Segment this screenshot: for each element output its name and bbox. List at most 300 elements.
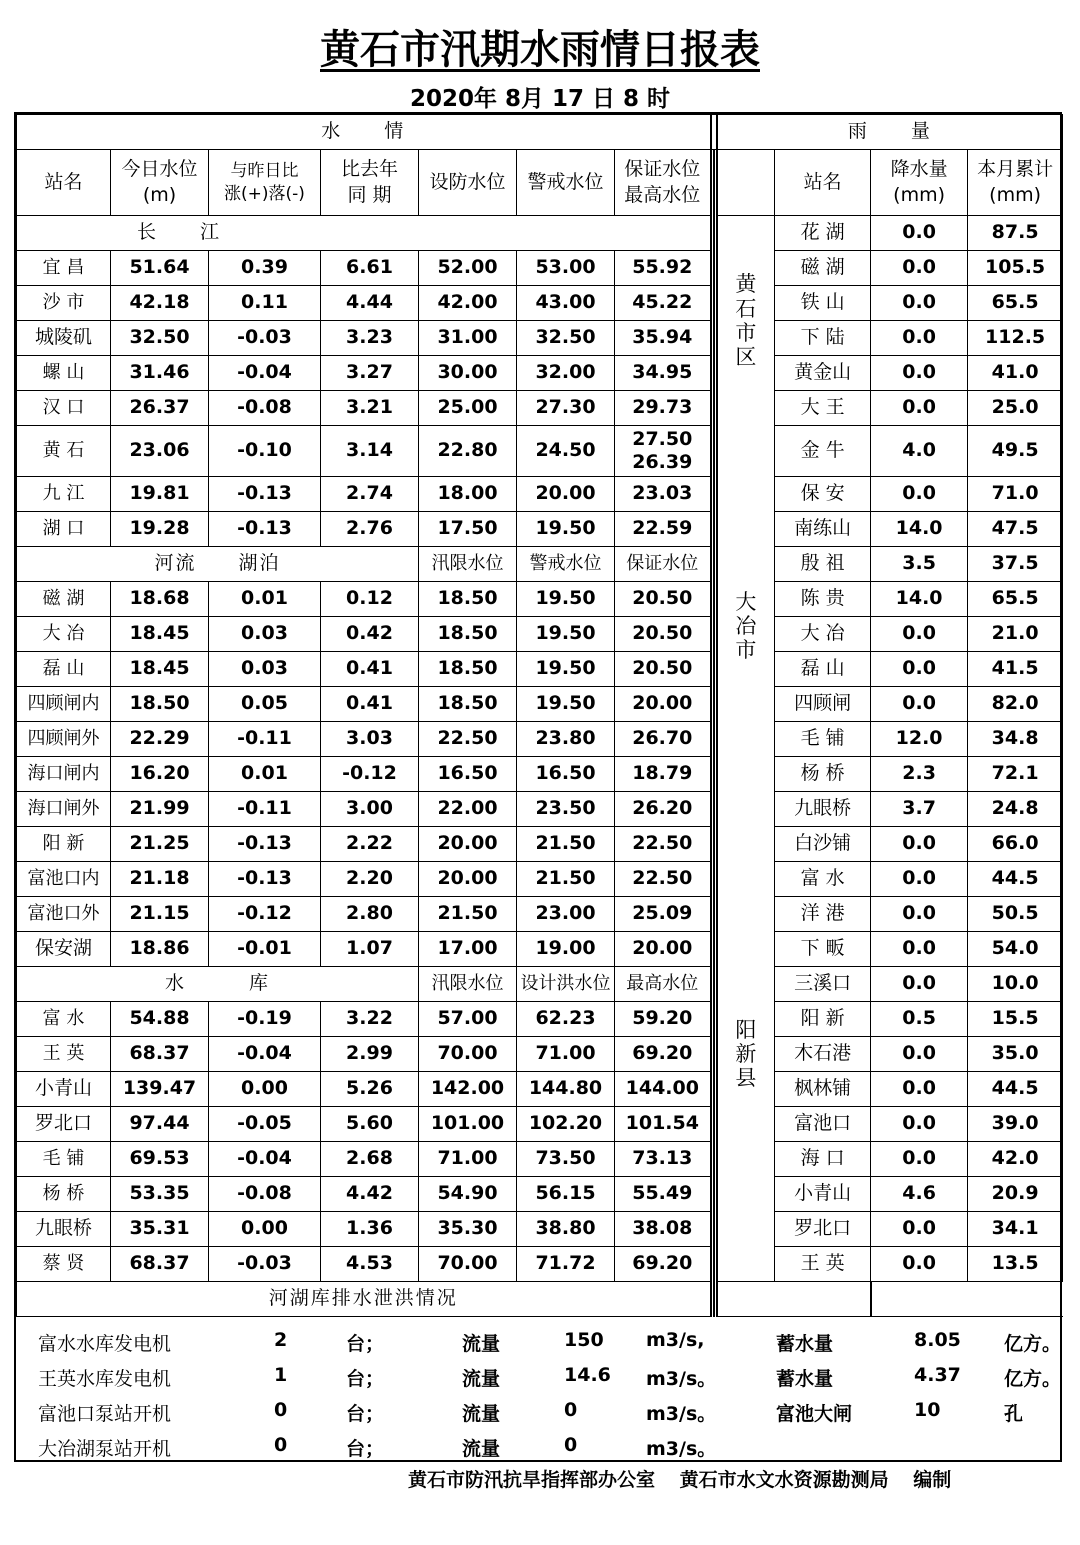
vs-last-year: 2.76 bbox=[321, 512, 419, 547]
discharge-flow-value: 150 bbox=[564, 1329, 604, 1351]
discharge-flow-value: 0 bbox=[564, 1399, 578, 1421]
discharge-unit-count: 0 bbox=[274, 1434, 288, 1456]
discharge-band-row bbox=[17, 1282, 1063, 1317]
rain-station-name: 九眼桥 bbox=[775, 792, 871, 827]
discharge-storage-value: 8.05 bbox=[914, 1329, 961, 1351]
water-station-name: 蔡 贤 bbox=[17, 1247, 111, 1282]
station-header: 站名 bbox=[17, 150, 111, 216]
vs-yesterday: 0.05 bbox=[209, 687, 321, 722]
precipitation: 0.0 bbox=[871, 827, 968, 862]
month-total: 42.0 bbox=[968, 1142, 1063, 1177]
defense-level-header: 设防水位 bbox=[419, 150, 517, 216]
reservoirs-band-col-2: 最高水位 bbox=[615, 967, 711, 1002]
today-level: 18.45 bbox=[111, 652, 209, 687]
water-row bbox=[17, 862, 1063, 897]
water-station-name: 沙 市 bbox=[17, 286, 111, 321]
water-row bbox=[17, 897, 1063, 932]
water-row bbox=[17, 687, 1063, 722]
discharge-flow-unit: m3/s。 bbox=[646, 1403, 717, 1425]
guarantee-level: 22.50 bbox=[615, 827, 711, 862]
vs-last-year: 3.14 bbox=[321, 426, 419, 477]
water-row bbox=[17, 1212, 1063, 1247]
guarantee-level: 34.95 bbox=[615, 356, 711, 391]
warning-level: 56.15 bbox=[517, 1177, 615, 1212]
vs-yesterday: -0.13 bbox=[209, 862, 321, 897]
discharge-row bbox=[16, 1323, 1060, 1358]
defense-level: 20.00 bbox=[419, 862, 517, 897]
guarantee-level: 20.50 bbox=[615, 582, 711, 617]
reservoirs-band-col-0: 汛限水位 bbox=[419, 967, 517, 1002]
vs-yesterday: -0.19 bbox=[209, 1002, 321, 1037]
month-total-header bbox=[968, 150, 1063, 216]
guarantee-level: 26.20 bbox=[615, 792, 711, 827]
today-level: 22.29 bbox=[111, 722, 209, 757]
warning-level: 43.00 bbox=[517, 286, 615, 321]
warning-level: 19.50 bbox=[517, 652, 615, 687]
water-station-name: 磊 山 bbox=[17, 652, 111, 687]
rain-station-name: 三溪口 bbox=[775, 967, 871, 1002]
vs-last-year: 1.07 bbox=[321, 932, 419, 967]
highest-level-value: 26.39 bbox=[632, 451, 693, 473]
rain-station-name: 罗北口 bbox=[775, 1212, 871, 1247]
rain-station-name: 金 牛 bbox=[775, 426, 871, 477]
discharge-flow-unit: m3/s, bbox=[646, 1329, 705, 1351]
rain-station-name: 四顾闸 bbox=[775, 687, 871, 722]
vs-last-year: 0.41 bbox=[321, 687, 419, 722]
vs-last-year-sub: 同 期 bbox=[347, 183, 392, 206]
month-total-unit: (mm) bbox=[989, 183, 1042, 206]
water-row bbox=[17, 932, 1063, 967]
today-level: 19.28 bbox=[111, 512, 209, 547]
vs-yesterday: -0.08 bbox=[209, 391, 321, 426]
guarantee-level: 20.00 bbox=[615, 932, 711, 967]
water-row bbox=[17, 356, 1063, 391]
discharge-row bbox=[16, 1393, 1060, 1428]
region-name: 大冶市 bbox=[735, 589, 757, 663]
month-total: 50.5 bbox=[968, 897, 1063, 932]
vs-yesterday: -0.12 bbox=[209, 897, 321, 932]
defense-level: 18.50 bbox=[419, 617, 517, 652]
guarantee-level: 22.59 bbox=[615, 512, 711, 547]
discharge-header: 河湖库排水泄洪情况 bbox=[17, 1282, 711, 1317]
water-row bbox=[17, 1002, 1063, 1037]
today-level: 31.46 bbox=[111, 356, 209, 391]
warning-level: 19.50 bbox=[517, 512, 615, 547]
defense-level: 22.80 bbox=[419, 426, 517, 477]
discharge-flow-label: 流量 bbox=[462, 1403, 501, 1425]
guarantee-level: 22.50 bbox=[615, 862, 711, 897]
precipitation: 2.3 bbox=[871, 757, 968, 792]
vs-yesterday: 0.00 bbox=[209, 1072, 321, 1107]
precipitation: 3.5 bbox=[871, 547, 968, 582]
water-station-name: 小青山 bbox=[17, 1072, 111, 1107]
month-total: 44.5 bbox=[968, 1072, 1063, 1107]
warning-level: 21.50 bbox=[517, 827, 615, 862]
vs-yesterday: -0.04 bbox=[209, 356, 321, 391]
month-total: 66.0 bbox=[968, 827, 1063, 862]
rain-station-name: 杨 桥 bbox=[775, 757, 871, 792]
column-header-row bbox=[17, 150, 1063, 216]
discharge-unit: 台； bbox=[346, 1403, 385, 1425]
month-total: 54.0 bbox=[968, 932, 1063, 967]
today-level-header bbox=[111, 150, 209, 216]
water-row bbox=[17, 512, 1063, 547]
month-total: 24.8 bbox=[968, 792, 1063, 827]
month-total: 71.0 bbox=[968, 477, 1063, 512]
water-row bbox=[17, 251, 1063, 286]
month-total: 82.0 bbox=[968, 687, 1063, 722]
vs-last-year: 2.80 bbox=[321, 897, 419, 932]
rain-station-name: 富池口 bbox=[775, 1107, 871, 1142]
month-total: 25.0 bbox=[968, 391, 1063, 426]
precipitation: 0.0 bbox=[871, 1247, 968, 1282]
month-total: 72.1 bbox=[968, 757, 1063, 792]
water-row bbox=[17, 1177, 1063, 1212]
guarantee-level: 69.20 bbox=[615, 1037, 711, 1072]
discharge-flow-unit: m3/s。 bbox=[646, 1438, 717, 1460]
rain-station-name: 陈 贵 bbox=[775, 582, 871, 617]
rain-station-name: 黄金山 bbox=[775, 356, 871, 391]
warning-level: 27.30 bbox=[517, 391, 615, 426]
month-total: 41.5 bbox=[968, 652, 1063, 687]
section-header-row bbox=[17, 115, 1063, 150]
defense-level: 42.00 bbox=[419, 286, 517, 321]
region-name: 阳新县 bbox=[735, 1017, 757, 1090]
water-row bbox=[17, 1247, 1063, 1282]
discharge-storage-unit: 亿方。 bbox=[1004, 1333, 1062, 1355]
discharge-equipment: 富水水库发电机 bbox=[38, 1333, 172, 1355]
report-table-frame bbox=[14, 112, 1062, 1462]
precipitation: 0.0 bbox=[871, 687, 968, 722]
water-station-name: 阳 新 bbox=[17, 827, 111, 862]
report-title-text: 黄石市汛期水雨情日报表 bbox=[320, 27, 760, 73]
vs-last-year: 5.60 bbox=[321, 1107, 419, 1142]
today-level: 139.47 bbox=[111, 1072, 209, 1107]
today-level: 26.37 bbox=[111, 391, 209, 426]
month-total: 34.1 bbox=[968, 1212, 1063, 1247]
warning-level: 24.50 bbox=[517, 426, 615, 477]
vs-last-year: 3.03 bbox=[321, 722, 419, 757]
defense-level: 17.00 bbox=[419, 932, 517, 967]
defense-level: 31.00 bbox=[419, 321, 517, 356]
rain-station-name: 下 畈 bbox=[775, 932, 871, 967]
rain-station-name: 铁 山 bbox=[775, 286, 871, 321]
vs-yesterday: -0.11 bbox=[209, 792, 321, 827]
today-level: 21.15 bbox=[111, 897, 209, 932]
water-station-name: 毛 铺 bbox=[17, 1142, 111, 1177]
rain-station-name: 小青山 bbox=[775, 1177, 871, 1212]
today-level: 21.25 bbox=[111, 827, 209, 862]
precipitation: 0.0 bbox=[871, 1212, 968, 1247]
rain-station-name: 洋 港 bbox=[775, 897, 871, 932]
rain-station-name: 阳 新 bbox=[775, 1002, 871, 1037]
discharge-row bbox=[16, 1358, 1060, 1393]
month-total: 34.8 bbox=[968, 722, 1063, 757]
today-level: 68.37 bbox=[111, 1037, 209, 1072]
precipitation: 0.0 bbox=[871, 391, 968, 426]
warning-level: 53.00 bbox=[517, 251, 615, 286]
water-row bbox=[17, 1037, 1063, 1072]
defense-level: 18.50 bbox=[419, 652, 517, 687]
rain-station-name: 毛 铺 bbox=[775, 722, 871, 757]
rain-station-name: 大 王 bbox=[775, 391, 871, 426]
warning-level: 19.50 bbox=[517, 687, 615, 722]
precipitation: 14.0 bbox=[871, 582, 968, 617]
guarantee-level: 144.00 bbox=[615, 1072, 711, 1107]
water-row bbox=[17, 652, 1063, 687]
month-total: 44.5 bbox=[968, 862, 1063, 897]
water-row bbox=[17, 617, 1063, 652]
today-level: 53.35 bbox=[111, 1177, 209, 1212]
precipitation: 0.0 bbox=[871, 862, 968, 897]
vs-last-year: 4.44 bbox=[321, 286, 419, 321]
precipitation: 0.0 bbox=[871, 286, 968, 321]
defense-level: 18.50 bbox=[419, 687, 517, 722]
today-level-unit: (m) bbox=[142, 183, 177, 206]
today-level: 18.45 bbox=[111, 617, 209, 652]
today-level: 68.37 bbox=[111, 1247, 209, 1282]
discharge-unit-count: 1 bbox=[274, 1364, 288, 1386]
today-level: 97.44 bbox=[111, 1107, 209, 1142]
vs-yesterday: 0.00 bbox=[209, 1212, 321, 1247]
defense-level: 18.00 bbox=[419, 477, 517, 512]
divider-line bbox=[717, 1282, 871, 1317]
guarantee-level-header bbox=[615, 150, 711, 216]
defense-level: 70.00 bbox=[419, 1037, 517, 1072]
warning-level: 19.00 bbox=[517, 932, 615, 967]
water-row bbox=[17, 722, 1063, 757]
discharge-storage-label: 蓄水量 bbox=[776, 1333, 834, 1355]
discharge-unit: 台； bbox=[346, 1333, 385, 1355]
guarantee-level: 73.13 bbox=[615, 1142, 711, 1177]
today-level: 18.68 bbox=[111, 582, 209, 617]
water-station-name: 富 水 bbox=[17, 1002, 111, 1037]
water-row bbox=[17, 477, 1063, 512]
precipitation: 3.7 bbox=[871, 792, 968, 827]
footer-compiled: 编制 bbox=[913, 1469, 952, 1491]
warning-level: 102.20 bbox=[517, 1107, 615, 1142]
vs-yesterday: 0.03 bbox=[209, 652, 321, 687]
discharge-flow-value: 0 bbox=[564, 1434, 578, 1456]
vs-yesterday: -0.04 bbox=[209, 1142, 321, 1177]
discharge-unit-count: 0 bbox=[274, 1399, 288, 1421]
vs-last-year: 5.26 bbox=[321, 1072, 419, 1107]
vs-yesterday: 0.39 bbox=[209, 251, 321, 286]
vs-last-year: 0.41 bbox=[321, 652, 419, 687]
guarantee-level: 55.92 bbox=[615, 251, 711, 286]
defense-level: 54.90 bbox=[419, 1177, 517, 1212]
today-level: 23.06 bbox=[111, 426, 209, 477]
water-station-name: 四顾闸外 bbox=[17, 722, 111, 757]
month-total: 65.5 bbox=[968, 582, 1063, 617]
vs-yesterday: -0.11 bbox=[209, 722, 321, 757]
guarantee-level bbox=[615, 426, 711, 477]
today-level: 54.88 bbox=[111, 1002, 209, 1037]
precipitation: 14.0 bbox=[871, 512, 968, 547]
today-level: 18.50 bbox=[111, 687, 209, 722]
defense-level: 20.00 bbox=[419, 827, 517, 862]
precipitation: 12.0 bbox=[871, 722, 968, 757]
guarantee-level: 18.79 bbox=[615, 757, 711, 792]
warning-level: 32.00 bbox=[517, 356, 615, 391]
vs-yesterday: -0.10 bbox=[209, 426, 321, 477]
guarantee-level-label: 保证水位 bbox=[624, 157, 701, 180]
discharge-flow-unit: m3/s。 bbox=[646, 1368, 717, 1390]
rivers-lakes-band: 河流 湖泊 bbox=[17, 547, 419, 582]
discharge-flow-label: 流量 bbox=[462, 1333, 501, 1355]
reservoirs-band: 水 库 bbox=[17, 967, 419, 1002]
region-label bbox=[717, 827, 775, 1282]
region-header-blank bbox=[717, 150, 775, 216]
rivers-lakes-band-col-0: 汛限水位 bbox=[419, 547, 517, 582]
warning-level: 71.72 bbox=[517, 1247, 615, 1282]
today-level: 18.86 bbox=[111, 932, 209, 967]
footer-office: 黄石市防汛抗旱指挥部办公室 bbox=[408, 1469, 656, 1491]
rain-station-name: 木石港 bbox=[775, 1037, 871, 1072]
rain-station-name: 海 口 bbox=[775, 1142, 871, 1177]
water-station-name: 湖 口 bbox=[17, 512, 111, 547]
water-station-name: 九眼桥 bbox=[17, 1212, 111, 1247]
defense-level: 22.50 bbox=[419, 722, 517, 757]
rain-station-name: 大 冶 bbox=[775, 617, 871, 652]
today-level: 51.64 bbox=[111, 251, 209, 286]
discharge-unit: 台； bbox=[346, 1368, 385, 1390]
water-row bbox=[17, 792, 1063, 827]
month-total: 15.5 bbox=[968, 1002, 1063, 1037]
vs-last-year-header bbox=[321, 150, 419, 216]
vs-yesterday: -0.13 bbox=[209, 477, 321, 512]
guarantee-level-value: 27.50 bbox=[632, 428, 693, 451]
warning-level: 20.00 bbox=[517, 477, 615, 512]
discharge-storage-value: 10 bbox=[914, 1399, 941, 1421]
precipitation: 0.0 bbox=[871, 932, 968, 967]
rain-station-name: 花 湖 bbox=[775, 216, 871, 251]
month-total: 21.0 bbox=[968, 617, 1063, 652]
precipitation: 4.0 bbox=[871, 426, 968, 477]
rain-station-name: 白沙铺 bbox=[775, 827, 871, 862]
today-level: 19.81 bbox=[111, 477, 209, 512]
water-station-name: 大 冶 bbox=[17, 617, 111, 652]
month-total: 87.5 bbox=[968, 216, 1063, 251]
precipitation: 0.0 bbox=[871, 321, 968, 356]
hydrology-table bbox=[16, 114, 1063, 1317]
warning-level: 23.50 bbox=[517, 792, 615, 827]
discharge-flow-label: 流量 bbox=[462, 1368, 501, 1390]
rain-station-name: 下 陆 bbox=[775, 321, 871, 356]
vs-yesterday: -0.04 bbox=[209, 1037, 321, 1072]
precip-unit: (mm) bbox=[893, 183, 946, 206]
precipitation: 0.0 bbox=[871, 356, 968, 391]
discharge-equipment: 王英水库发电机 bbox=[38, 1368, 172, 1390]
vs-yesterday: -0.08 bbox=[209, 1177, 321, 1212]
water-row bbox=[17, 391, 1063, 426]
precipitation: 0.0 bbox=[871, 1037, 968, 1072]
vs-last-year: 1.36 bbox=[321, 1212, 419, 1247]
rain-station-name: 保 安 bbox=[775, 477, 871, 512]
yangtze-band: 长 江 bbox=[17, 216, 711, 251]
footer-bureau: 黄石市水文水资源勘测局 bbox=[679, 1469, 889, 1491]
warning-level: 23.80 bbox=[517, 722, 615, 757]
precipitation: 0.5 bbox=[871, 1002, 968, 1037]
guarantee-level: 55.49 bbox=[615, 1177, 711, 1212]
month-total: 20.9 bbox=[968, 1177, 1063, 1212]
vs-yesterday: -0.05 bbox=[209, 1107, 321, 1142]
discharge-storage-unit: 亿方。 bbox=[1004, 1368, 1062, 1390]
water-station-name: 汉 口 bbox=[17, 391, 111, 426]
today-level: 42.18 bbox=[111, 286, 209, 321]
warning-level-header: 警戒水位 bbox=[517, 150, 615, 216]
rain-station-name: 枫林铺 bbox=[775, 1072, 871, 1107]
today-level: 35.31 bbox=[111, 1212, 209, 1247]
precipitation: 0.0 bbox=[871, 1072, 968, 1107]
rainfall-header: 雨 量 bbox=[717, 115, 1063, 150]
vs-last-year: 2.74 bbox=[321, 477, 419, 512]
water-row bbox=[17, 757, 1063, 792]
discharge-flow-value: 14.6 bbox=[564, 1364, 611, 1386]
today-level-label: 今日水位 bbox=[121, 157, 198, 180]
water-row bbox=[17, 286, 1063, 321]
warning-level: 32.50 bbox=[517, 321, 615, 356]
discharge-storage-unit: 孔 bbox=[1004, 1403, 1024, 1425]
guarantee-level: 38.08 bbox=[615, 1212, 711, 1247]
rain-station-header: 站名 bbox=[775, 150, 871, 216]
vs-last-year: 3.23 bbox=[321, 321, 419, 356]
vs-yesterday: -0.13 bbox=[209, 512, 321, 547]
precipitation: 0.0 bbox=[871, 216, 968, 251]
month-total: 47.5 bbox=[968, 512, 1063, 547]
discharge-storage-label: 蓄水量 bbox=[776, 1368, 834, 1390]
warning-level: 19.50 bbox=[517, 582, 615, 617]
vs-yesterday: -0.13 bbox=[209, 827, 321, 862]
rain-station-name: 富 水 bbox=[775, 862, 871, 897]
water-station-name: 富池口外 bbox=[17, 897, 111, 932]
guarantee-level: 69.20 bbox=[615, 1247, 711, 1282]
guarantee-level: 20.50 bbox=[615, 617, 711, 652]
today-level: 16.20 bbox=[111, 757, 209, 792]
guarantee-level: 20.50 bbox=[615, 652, 711, 687]
precipitation: 0.0 bbox=[871, 1142, 968, 1177]
discharge-storage-label: 富池大闸 bbox=[776, 1403, 853, 1425]
guarantee-level: 35.94 bbox=[615, 321, 711, 356]
today-level: 21.18 bbox=[111, 862, 209, 897]
today-level: 32.50 bbox=[111, 321, 209, 356]
water-station-name: 磁 湖 bbox=[17, 582, 111, 617]
defense-level: 70.00 bbox=[419, 1247, 517, 1282]
precipitation: 0.0 bbox=[871, 251, 968, 286]
discharge-band-blank bbox=[871, 1282, 1063, 1317]
water-station-name: 黄 石 bbox=[17, 426, 111, 477]
warning-level: 71.00 bbox=[517, 1037, 615, 1072]
water-row bbox=[17, 1072, 1063, 1107]
discharge-storage-value: 4.37 bbox=[914, 1364, 961, 1386]
vs-last-year: 3.27 bbox=[321, 356, 419, 391]
today-level: 69.53 bbox=[111, 1142, 209, 1177]
rivers-lakes-band-col-2: 保证水位 bbox=[615, 547, 711, 582]
water-row bbox=[17, 426, 1063, 477]
vs-yesterday: -0.01 bbox=[209, 932, 321, 967]
rain-station-name: 磁 湖 bbox=[775, 251, 871, 286]
discharge-equipment: 富池口泵站开机 bbox=[38, 1403, 172, 1425]
defense-level: 21.50 bbox=[419, 897, 517, 932]
water-station-name: 螺 山 bbox=[17, 356, 111, 391]
water-station-name: 城陵矶 bbox=[17, 321, 111, 356]
water-station-name: 九 江 bbox=[17, 477, 111, 512]
section-band-row bbox=[17, 216, 1063, 251]
precipitation: 0.0 bbox=[871, 897, 968, 932]
defense-level: 22.00 bbox=[419, 792, 517, 827]
vs-last-year: 6.61 bbox=[321, 251, 419, 286]
vs-last-year: 4.42 bbox=[321, 1177, 419, 1212]
